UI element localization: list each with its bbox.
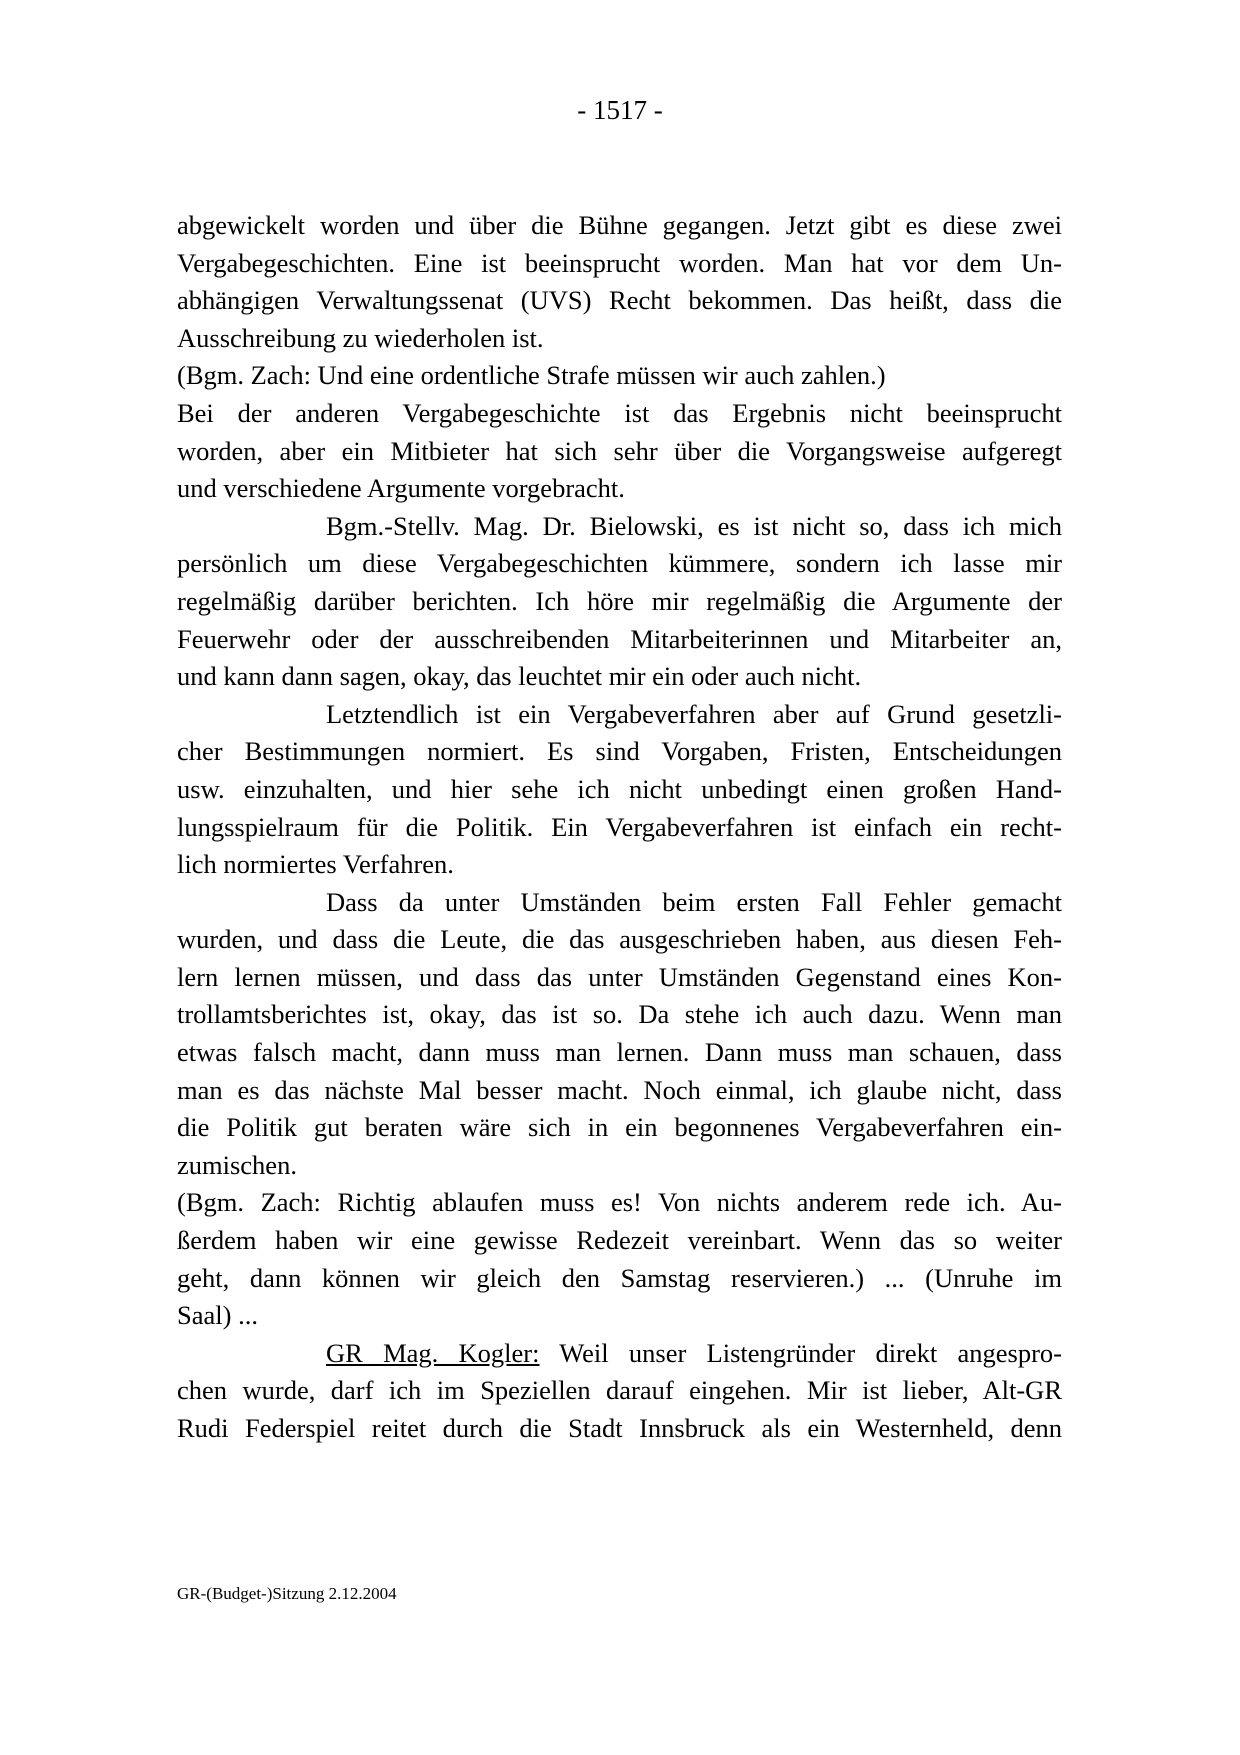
text-line: etwas falsch macht, dann muss man lernen. Dann muss man schauen, dass	[177, 1037, 1062, 1068]
text-line: regelmäßig darüber berichten. Ich höre mir regelmäßig die Argumente der	[177, 585, 1062, 616]
text-line: lungsspielraum für die Politik. Ein Vergabeverfahren ist einfach ein recht-	[177, 811, 1062, 842]
text-line: Letztendlich ist ein Vergabeverfahren aber auf Grund gesetzli-	[326, 698, 1062, 729]
text-line	[177, 1335, 1062, 1373]
text-line: chen wurde, darf ich im Speziellen darauf eingehen. Mir ist lieber, Alt-GR	[177, 1375, 1062, 1406]
text-line: persönlich um diese Vergabegeschichten kümmere, sondern ich lasse mir	[177, 548, 1062, 579]
speaker-paragraph	[177, 1335, 1062, 1448]
text-line: abgewickelt worden und über die Bühne gegangen. Jetzt gibt es diese zwei	[177, 210, 1062, 240]
text-line: zumischen.	[177, 1149, 297, 1180]
text-line: man es das nächste Mal besser macht. Noch einmal, ich glaube nicht, dass	[177, 1074, 1062, 1105]
text-line: trollamtsberichtes ist, okay, das ist so. Da stehe ich auch dazu. Wenn man	[177, 999, 1062, 1030]
speaker-name: GR Mag. Kogler:	[326, 1337, 540, 1368]
text-line: worden, aber ein Mitbieter hat sich sehr über die Vorgangsweise aufgeregt	[177, 435, 1062, 466]
text-line: Bei der anderen Vergabegeschichte ist das Ergebnis nicht beeinsprucht	[177, 397, 1062, 428]
text-line: Vergabegeschichten. Eine ist beeinsprucht worden. Man hat vor dem Un-	[177, 247, 1062, 278]
text-line: geht, dann können wir gleich den Samstag reservieren.) ... (Unruhe im	[177, 1262, 1062, 1293]
text-line: abhängigen Verwaltungssenat (UVS) Recht bekommen. Das heißt, dass die	[177, 285, 1062, 316]
speaker-text: Weil unser Listengründer direkt angespro-	[539, 1337, 1063, 1368]
interjection	[177, 1184, 1062, 1334]
page-number: - 1517 -	[577, 95, 663, 125]
text-line: Saal) ...	[177, 1300, 258, 1331]
paragraph	[177, 696, 1062, 884]
text-line: Ausschreibung zu wiederholen ist.	[177, 322, 544, 353]
text-line: cher Bestimmungen normiert. Es sind Vorgaben, Fristen, Entscheidungen	[177, 736, 1062, 767]
text-line: wurden, und dass die Leute, die das ausgeschrieben haben, aus diesen Feh-	[177, 924, 1062, 955]
text-line: Bgm.-Stellv. Mag. Dr. Bielowski, es ist nicht so, dass ich mich	[326, 510, 1062, 541]
text-line: und verschiedene Argumente vorgebracht.	[177, 473, 625, 504]
paragraph	[177, 508, 1062, 696]
text-line: Feuerwehr oder der ausschreibenden Mitarbeiterinnen und Mitarbeiter an,	[177, 623, 1062, 654]
text-line: und kann dann sagen, okay, das leuchtet mir ein oder auch nicht.	[177, 661, 862, 692]
text-line: (Bgm. Zach: Und eine ordentliche Strafe müssen wir auch zahlen.)	[177, 360, 886, 391]
text-line: Rudi Federspiel reitet durch die Stadt Innsbruck als ein Westernheld, denn	[177, 1413, 1062, 1443]
text-line: lern lernen müssen, und dass das unter Umständen Gegenstand eines Kon-	[177, 961, 1062, 992]
text-line: ßerdem haben wir eine gewisse Redezeit vereinbart. Wenn das so weiter	[177, 1225, 1062, 1256]
body-text	[177, 207, 1062, 1448]
paragraph	[177, 207, 1062, 357]
paragraph	[177, 884, 1062, 1185]
text-line: (Bgm. Zach: Richtig ablaufen muss es! Von nichts anderem rede ich. Au-	[177, 1187, 1062, 1218]
paragraph	[177, 395, 1062, 508]
footer: GR-(Budget-)Sitzung 2.12.2004	[177, 1584, 397, 1603]
text-line: lich normiertes Verfahren.	[177, 849, 454, 880]
text-line: die Politik gut beraten wäre sich in ein begonnenes Vergabeverfahren ein-	[177, 1112, 1062, 1143]
text-line: usw. einzuhalten, und hier sehe ich nicht unbedingt einen großen Hand-	[177, 773, 1062, 804]
interjection	[177, 357, 1062, 395]
text-line: Dass da unter Umständen beim ersten Fall Fehler gemacht	[326, 886, 1062, 917]
